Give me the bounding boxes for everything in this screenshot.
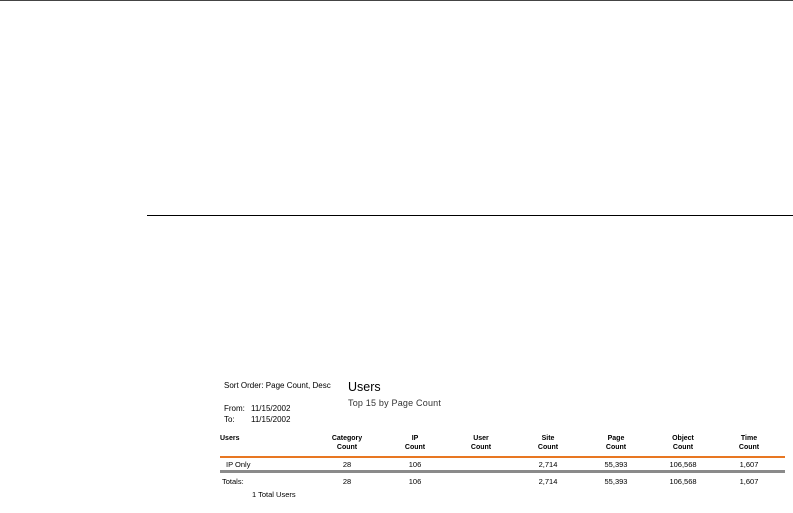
- totals-ip-count: 106: [408, 477, 422, 486]
- table-cell-user: IP Only: [226, 460, 251, 469]
- column-header-page-count: Page Count: [605, 435, 627, 451]
- totals-category-count: 28: [342, 477, 352, 486]
- header-underline: [220, 456, 785, 458]
- column-header-object-count: Object Count: [672, 435, 694, 451]
- table-cell-category-count: 28: [342, 460, 352, 469]
- to-date: 11/15/2002: [251, 415, 291, 424]
- table-cell-time-count: 1,607: [739, 460, 759, 469]
- totals-page-count: 55,393: [604, 477, 628, 486]
- table-cell-object-count: 106,568: [669, 460, 697, 469]
- column-header-category-count: Category Count: [331, 435, 363, 451]
- to-label: To:: [224, 415, 235, 424]
- column-header-time-count: Time Count: [738, 435, 760, 451]
- totals-time-count: 1,607: [739, 477, 759, 486]
- from-date: 11/15/2002: [251, 404, 291, 413]
- column-header-ip-count: IP Count: [404, 435, 426, 451]
- totals-label: Totals:: [222, 477, 244, 486]
- totals-object-count: 106,568: [669, 477, 697, 486]
- column-header-user-count: User Count: [470, 435, 492, 451]
- table-cell-site-count: 2,714: [538, 460, 558, 469]
- totals-site-count: 2,714: [538, 477, 558, 486]
- column-header-site-count: Site Count: [537, 435, 559, 451]
- sort-order: Sort Order: Page Count, Desc: [224, 381, 331, 390]
- column-header-users: Users: [220, 435, 240, 442]
- total-users-count: 1 Total Users: [252, 490, 296, 499]
- from-label: From:: [224, 404, 245, 413]
- table-cell-ip-count: 106: [408, 460, 422, 469]
- report-title: Users: [348, 380, 381, 394]
- table-cell-page-count: 55,393: [604, 460, 628, 469]
- report-subtitle: Top 15 by Page Count: [348, 398, 442, 408]
- totals-separator: [220, 470, 785, 473]
